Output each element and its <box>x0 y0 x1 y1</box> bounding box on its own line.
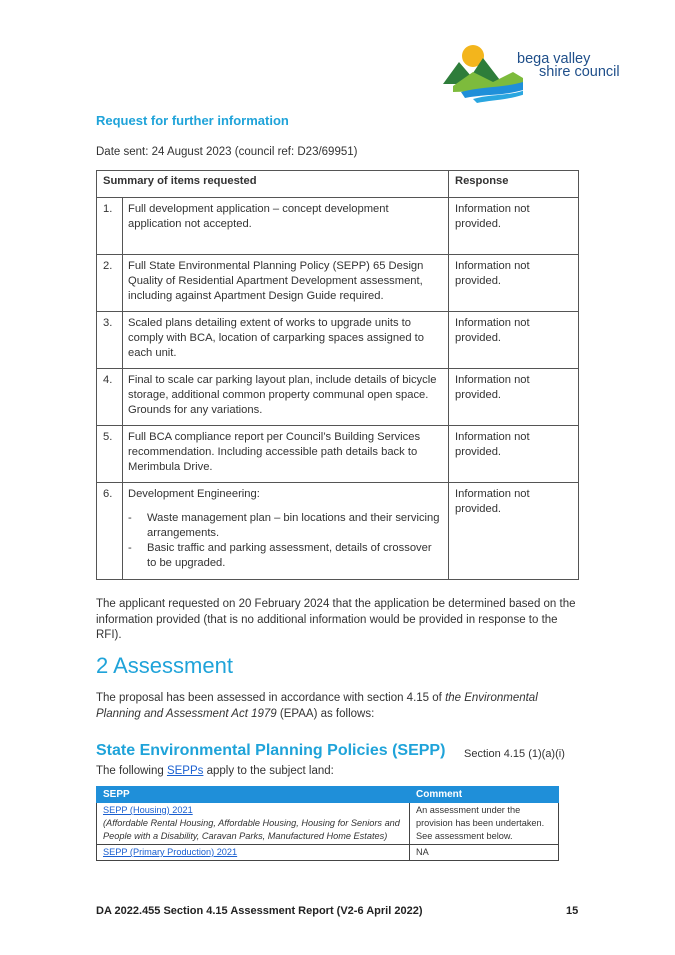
row-number: 5. <box>97 426 123 483</box>
sepp-table <box>96 786 559 861</box>
logo-wordmark <box>517 53 620 79</box>
table-row <box>97 369 579 426</box>
row-number: 3. <box>97 312 123 369</box>
assessment-heading: 2 Assessment <box>96 653 233 678</box>
row-item-text: Final to scale car parking layout plan, include details of bicycle storage, additional common property communal open space. Grounds for any variations. <box>123 369 449 426</box>
sepp-section-ref: Section 4.15 (1)(a)(i) <box>464 748 565 760</box>
table-row <box>97 803 559 845</box>
sepp-housing-detail: (Affordable Rental Housing, Affordable Housing, Housing for Seniors and People with a Disability, Caravan Parks, Manufactured Home Estates) <box>103 818 400 841</box>
intro-text: The proposal has been assessed in accordance with section 4.15 of <box>96 692 446 704</box>
sepp-intro-text: The following <box>96 765 167 777</box>
list-item: - Basic traffic and parking assessment, details of crossover to be upgraded. <box>128 541 443 571</box>
row-number: 6. <box>97 483 123 580</box>
row-response: Information not provided. <box>449 198 579 255</box>
mountains-logo-icon <box>443 42 523 104</box>
row-item-text: Full development application – concept development application not accepted. <box>123 198 449 255</box>
sepp-cell <box>97 803 410 845</box>
logo-line-2: shire council <box>539 64 620 80</box>
list-item: - Waste management plan – bin locations and their servicing arrangements. <box>128 511 443 541</box>
col-response-header: Response <box>449 171 579 198</box>
engineering-list <box>128 511 443 571</box>
applicant-note: The applicant requested on 20 February 2024 that the application be determined based on the information provided (that is no additional information would be provided in response to the RFI). <box>96 598 576 641</box>
sepp-comment: An assessment under the provision has been undertaken. See assessment below. <box>410 803 559 845</box>
sepp-intro <box>96 765 334 777</box>
sepp-table-header <box>97 787 559 803</box>
rfi-heading: Request for further information <box>96 113 289 128</box>
row-response: Information not provided. <box>449 255 579 312</box>
row-item-text: Full State Environmental Planning Policy (SEPP) 65 Design Quality of Residential Apartment Development assessment, including against Apartment Design Guide required. <box>123 255 449 312</box>
row-response: Information not provided. <box>449 483 579 580</box>
table-row <box>97 845 559 861</box>
row-number: 2. <box>97 255 123 312</box>
rfi-table-header <box>97 171 579 198</box>
table-row <box>97 426 579 483</box>
rfi-date-sent: Date sent: 24 August 2023 (council ref: D23/69951) <box>96 146 358 158</box>
table-row <box>97 198 579 255</box>
act-name: the Environmental Planning and Assessment Act 1979 <box>96 692 538 720</box>
page-number: 15 <box>566 905 579 917</box>
sepp-housing-link[interactable]: SEPP (Housing) 2021 <box>103 805 193 815</box>
col-comment-header: Comment <box>410 787 559 803</box>
table-row <box>97 483 579 580</box>
row-item-text: Development Engineering: <box>128 488 260 500</box>
sepp-primary-production-link[interactable]: SEPP (Primary Production) 2021 <box>103 847 238 857</box>
row-item-text: Full BCA compliance report per Council’s Building Services recommendation. Including accessible path details back to Merimbula Drive. <box>123 426 449 483</box>
col-sepp-header: SEPP <box>97 787 410 803</box>
assessment-intro <box>96 691 581 722</box>
sepp-heading: State Environmental Planning Policies (SEPP) <box>96 742 446 759</box>
col-summary-header: Summary of items requested <box>97 171 449 198</box>
intro-text-end: (EPAA) as follows: <box>276 707 375 720</box>
row-response: Information not provided. <box>449 312 579 369</box>
sepp-cell <box>97 845 410 861</box>
table-row <box>97 255 579 312</box>
council-logo <box>443 42 633 104</box>
sepps-link[interactable]: SEPPs <box>166 765 204 777</box>
row-response: Information not provided. <box>449 426 579 483</box>
row-response: Information not provided. <box>449 369 579 426</box>
logo-line-1: bega valley <box>517 51 591 67</box>
row-number: 4. <box>97 369 123 426</box>
sepp-comment: NA <box>410 845 559 861</box>
row-number: 1. <box>97 198 123 255</box>
row-item-text: Scaled plans detailing extent of works to upgrade units to comply with BCA, location of carparking spaces assigned to each unit. <box>123 312 449 369</box>
table-row <box>97 312 579 369</box>
sepp-intro-text-end: apply to the subject land: <box>203 765 334 777</box>
row-item-text-with-list <box>123 483 449 580</box>
rfi-table <box>96 170 579 580</box>
footer-title: DA 2022.455 Section 4.15 Assessment Report (V2-6 April 2022) <box>96 905 423 917</box>
